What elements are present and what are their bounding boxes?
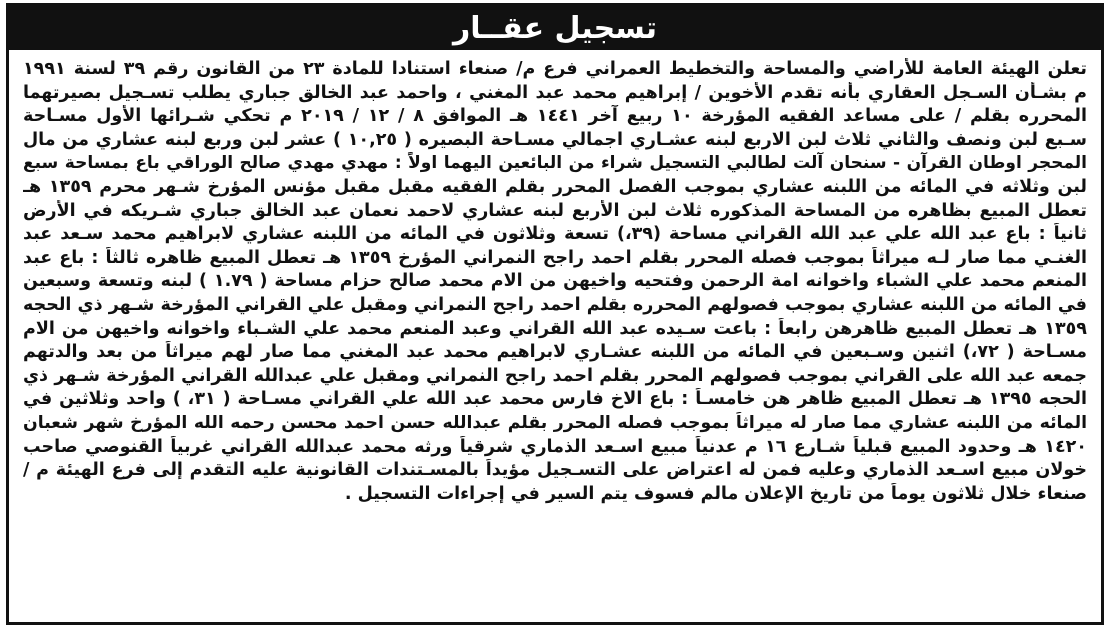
body-line: المحرره بقلم / على مساعد الفقيه المؤرخة ١٠ ربيع آخر ١٤٤١ هـ الموافق ٨ / ١٢ / ٢٠١٩ م تحكي شـرائها الأول مسـاحة [23,106,1087,127]
body-line: جمعه عبد الله على القراني بموجب فصولهم المحرر بقلم احمد راجح النمراني ومقبل علي عبدالله القراني المؤرخة شـهر ذي [23,365,1087,386]
body-line: صنعاء خلال ثلاثون يوماً من تاريخ الإعلان مالم فسوف يتم السير في إجراءات التسجيل . [344,483,1087,504]
body-line: لبن وثلاثه في المائه من اللبنه عشاري بموجب الفصل المحرر بقلم الفقيه مقبل مقبل مؤنس المؤرخ شـهر محرم ١٣٥٩ هـ [23,176,1087,197]
body-line: سـبع لبن ونصف والثاني ثلاث لبن الاربع لبنه عشـاري اجمالي مسـاحة البصيره ( ١٠,٢٥ ) عشر لبن وربع لبنه عشاري من مال [23,129,1087,150]
body-line: ١٤٢٠ هـ وحدود المبيع قبلياً شـارع ١٦ م عدنياً مبيع اسـعد الذماري شرقياً ورثه محمد عبدالله القراني غربياً القنوصي صاحب [23,436,1087,457]
body-line: ثانياً : باع عبد الله علي عبد الله القراني مساحة (٣٩،) تسعة وثلاثون في المائه من اللبنه عشاري لابراهيم محمد سـعد عبد [23,224,1087,245]
body-line: الحجه ١٣٩٥ هـ تعطل المبيع ظاهر هن خامسـاً : باع الاخ فارس محمد عبد الله علي القراني مسـاحة ( ٣١، ) واحد وثلاثين في [23,389,1087,410]
body-line: ١٣٥٩ هـ تعطل المبيع ظاهرهن رابعاً : باعت سـيده عبد الله القراني وعبد المنعم محمد علي الشـباء واخوانه واخيهن من الام [23,318,1087,339]
body-line: المائه من اللبنه عشاري مما صار له ميراثاً بموجب فصله المحرر بقلم عبدالله حسن احمد محسن رحمه الله المؤرخ شهر شعبان [23,412,1087,433]
body-line: في المائه من اللبنه عشاري بموجب فصولهم المحرره بقلم احمد راجح النمراني ومقبل علي القراني المؤرخة شـهر ذي الحجه [23,294,1087,315]
body-line: تعطل المبيع بظاهره من المساحة المذكوره ثلاث لبن الأربع لبنه عشاري لاحمد نعمان عبد الخالق جباري شـريكه في الأرض [23,200,1087,221]
notice-frame [6,3,1104,625]
body-line: الغنـي مما صار لـه ميراثاً بموجب فصله المحرر بقلم احمد راجح النمراني المؤرخ ١٣٥٩ هـ تعطل المبيع ظاهره ثالثاً : باع عبد [23,247,1087,268]
body-line: تعلن الهيئة العامة للأراضي والمساحة والتخطيط العمراني فرع م/ صنعاء استنادا للمادة ٢٣ من القانون رقم ٣٩ لسنة ١٩٩١ [23,59,1087,79]
title-bar [9,6,1101,50]
body-line: م بشـأن السـجل العقاري بأنه تقدم الأخوين / إبراهيم محمد عبد المغني ، واحمد عبد الخالق جباري يطلب تسـجيل بصيرتهما [23,82,1087,103]
notice-body [23,58,1087,506]
body-line: المحجر اوطان القرآن - سنحان آلت لطالبي التسجيل شراء من البائعين اليهما اولاً : مهدي مهدي صالح الوراقي باع بمساحة سبع [23,153,1087,174]
body-line: مسـاحة ( ٧٢،) اثنين وسـبعين في المائه من اللبنه عشـاري لابراهيم محمد عبد المغني مما صار لهم ميراثاً من بعد والدتهم [23,342,1087,363]
notice-title: تسجيل عقــار [452,10,657,46]
body-line: خولان مبيع اسـعد الذماري وعليه فمن له اعتراض على التسـجيل مؤيداً بالمسـتندات القانونية عليه التقدم إلى فرع الهيئة م / [23,460,1087,481]
body-line: المنعم محمد علي الشباء واخوانه امة الرحمن وفتحيه واخيهن من الام محمد صالح حزام مساحة ( ١.٧٩ ) لبنه وتسعة وسبعين [23,271,1087,292]
